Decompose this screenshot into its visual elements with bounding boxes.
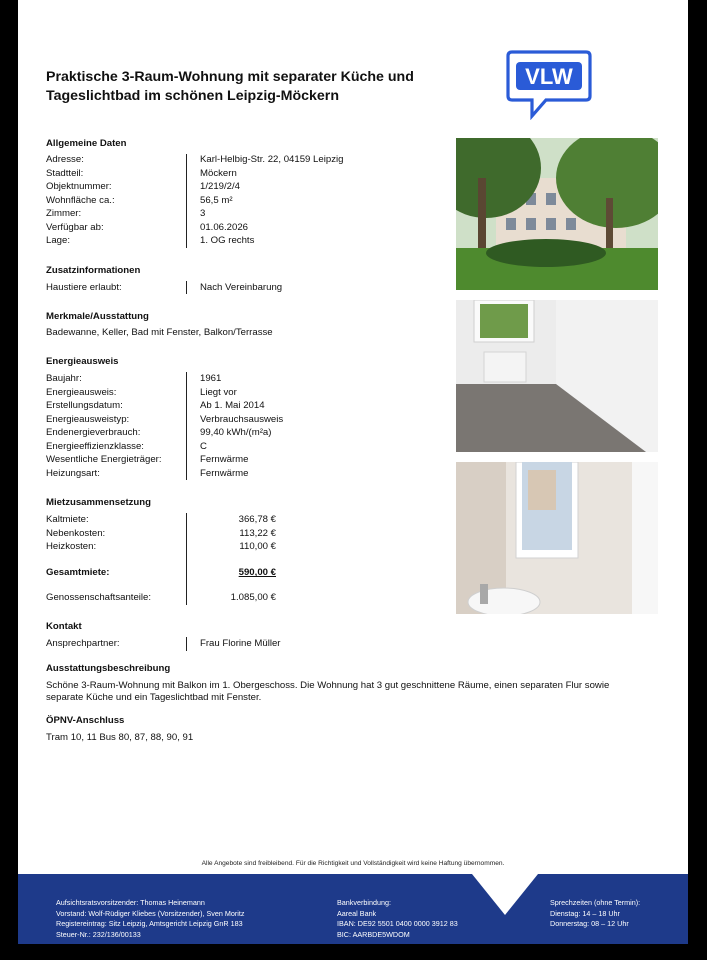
row-value: 1. OG rechts <box>200 235 255 246</box>
section-kontakt: Kontakt <box>46 621 82 632</box>
footer-line: Dienstag: 14 – 18 Uhr <box>550 908 620 918</box>
row-value: Möckern <box>200 167 237 179</box>
row-value: Fernwärme <box>200 467 249 479</box>
row-value: 56,5 m² <box>200 194 233 206</box>
section-ausstattungsbeschreibung: Ausstattungsbeschreibung <box>46 663 171 674</box>
row-value: Frau Florine Müller <box>200 638 281 649</box>
gesamtmiete-label: Gesamtmiete: <box>46 567 110 578</box>
row-label: Lage: <box>46 235 71 246</box>
row-label: Energieausweis: <box>46 386 117 398</box>
logo-text: VLW <box>525 64 573 89</box>
footer-bank-info <box>337 898 458 940</box>
footer-line: Sprechzeiten (ohne Termin): <box>550 898 641 907</box>
section-merkmale: Merkmale/Ausstattung <box>46 311 149 322</box>
photo-room <box>456 300 658 452</box>
section-oepnv: ÖPNV-Anschluss <box>46 715 125 726</box>
divider <box>186 154 187 248</box>
row-value: 01.06.2026 <box>200 221 249 233</box>
row-value: 1961 <box>200 373 222 384</box>
row-value: Ab 1. Mai 2014 <box>200 400 265 411</box>
row-value: 3 <box>200 208 206 219</box>
row-label: Objektnummer: <box>46 181 112 192</box>
section-energieausweis: Energieausweis <box>46 356 119 367</box>
row-label: Energieeffizienzklasse: <box>46 440 144 452</box>
row-value: 113,22 € <box>239 527 276 539</box>
row-label: Stadtteil: <box>46 167 84 179</box>
row-value: C <box>200 440 207 452</box>
genossenschaftsanteile-label: Genossenschaftsanteile: <box>46 592 152 603</box>
footer-line: Bankverbindung: <box>337 898 391 907</box>
footer-notch <box>472 874 538 915</box>
row-label: Zimmer: <box>46 208 82 219</box>
divider <box>186 637 187 651</box>
footer-line: Donnerstag: 08 – 12 Uhr <box>550 919 629 929</box>
divider <box>186 372 187 480</box>
row-value: Verbrauchsausweis <box>200 413 284 425</box>
footer-line: Aufsichtsratsvorsitzender: Thomas Heinemann <box>56 898 205 907</box>
footer-line: BIC: AARBDE5WDOM <box>337 929 410 939</box>
footer-line: Aareal Bank <box>337 908 377 918</box>
genossenschaftsanteile-value: 1.085,00 € <box>230 592 276 603</box>
row-label: Adresse: <box>46 154 84 165</box>
disclaimer-note: Alle Angebote sind freibleibend. Für die Richtigkeit und Vollständigkeit wird keine Haftung übernommen. <box>201 860 505 867</box>
row-value: Nach Vereinbarung <box>200 282 283 293</box>
footer-line: Steuer-Nr.: 232/136/00133 <box>56 929 141 939</box>
row-label: Haustiere erlaubt: <box>46 282 122 293</box>
beschreibung-text: Schöne 3-Raum-Wohnung mit Balkon im 1. Obergeschoss. Die Wohnung hat 3 gut geschnittene Räume, einen separaten Flur sowie separate Küche und ein Tageslichtbad mit Fenster. <box>46 680 610 703</box>
merkmale-text: Badewanne, Keller, Bad mit Fenster, Balkon/Terrasse <box>46 327 273 338</box>
row-label: Energieausweistyp: <box>46 413 130 425</box>
row-label: Heizungsart: <box>46 467 100 479</box>
section-zusatzinformationen: Zusatzinformationen <box>46 265 141 276</box>
footer-line: Registereintrag: Sitz Leipzig, Amtsgericht Leipzig GnR 183 <box>56 919 243 929</box>
footer-line: Vorstand: Wolf-Rüdiger Kliebes (Vorsitzender), Sven Moritz <box>56 908 245 918</box>
row-label: Wesentliche Energieträger: <box>46 454 162 465</box>
row-label: Nebenkosten: <box>46 527 106 539</box>
row-label: Heizkosten: <box>46 541 97 552</box>
footer <box>18 874 688 944</box>
page-title: Praktische 3-Raum-Wohnung mit separater Küche und Tageslichtbad im schönen Leipzig-Möckern <box>46 69 414 104</box>
oepnv-text: Tram 10, 11 Bus 80, 87, 88, 90, 91 <box>46 732 194 743</box>
row-value: 1/219/2/4 <box>200 181 241 192</box>
section-allgemeine-daten: Allgemeine Daten <box>46 138 127 149</box>
row-label: Endenergieverbrauch: <box>46 427 141 438</box>
photo-bathroom <box>456 462 658 614</box>
row-value: 110,00 € <box>239 541 276 552</box>
row-label: Kaltmiete: <box>46 514 89 525</box>
footer-office-hours <box>550 898 640 930</box>
section-mietzusammensetzung: Mietzusammensetzung <box>46 497 152 508</box>
footer-company-info <box>56 898 244 940</box>
row-value: 366,78 € <box>238 514 276 525</box>
row-value: 99,40 kWh/(m²a) <box>200 427 272 438</box>
divider <box>186 281 187 294</box>
row-label: Verfügbar ab: <box>46 221 104 233</box>
row-value: Fernwärme <box>200 454 249 465</box>
row-label: Baujahr: <box>46 373 82 384</box>
row-value: Karl-Helbig-Str. 22, 04159 Leipzig <box>200 154 344 165</box>
vlw-logo <box>506 50 592 120</box>
row-label: Erstellungsdatum: <box>46 400 123 411</box>
gesamtmiete-value: 590,00 € <box>238 567 276 578</box>
divider <box>186 513 187 605</box>
row-label: Wohnfläche ca.: <box>46 194 115 206</box>
footer-line: IBAN: DE92 5501 0400 0000 3912 83 <box>337 919 458 929</box>
photo-exterior <box>456 138 658 290</box>
row-label: Ansprechpartner: <box>46 638 120 649</box>
row-value: Liegt vor <box>200 386 237 398</box>
expose-page <box>18 0 688 944</box>
